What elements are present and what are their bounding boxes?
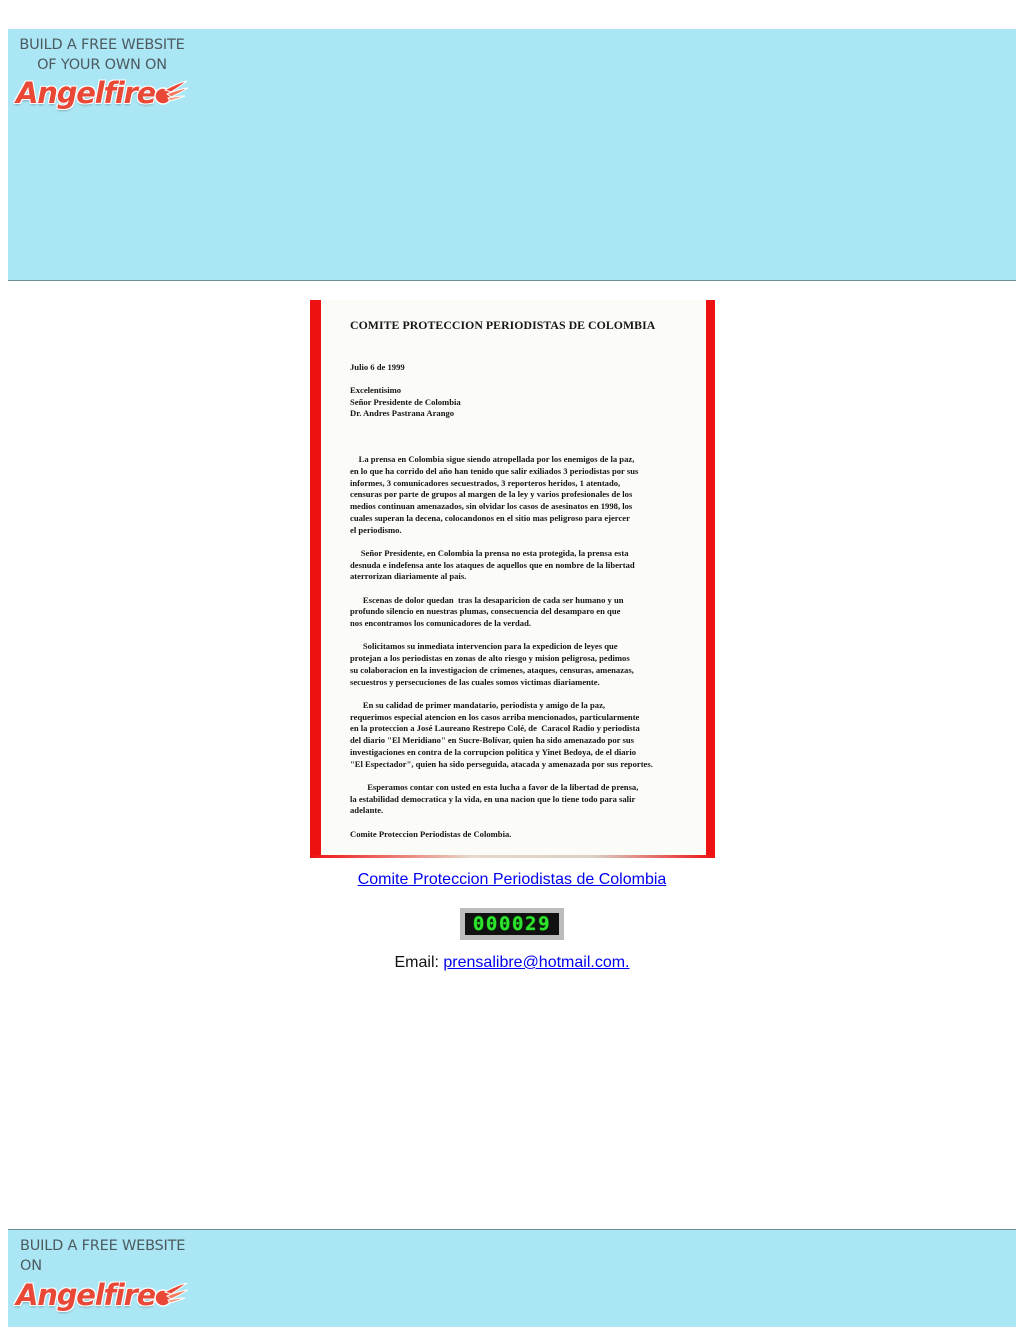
email-row <box>0 954 1024 972</box>
ad-line-1: BUILD A FREE WEBSITE ON <box>20 1238 186 1274</box>
angelfire-ad-link[interactable] <box>16 35 189 110</box>
letter-signature: Comite Proteccion Periodistas de Colombia. <box>350 828 512 839</box>
address-line: Señor Presidente de Colombia <box>350 396 461 407</box>
committee-home-link[interactable]: Comite Proteccion Periodistas de Colombia <box>357 871 667 888</box>
email-link[interactable]: prensalibre@hotmail.com. <box>443 954 630 971</box>
letter-date: Julio 6 de 1999 <box>350 362 405 372</box>
bottom-ad-banner <box>8 1229 1016 1327</box>
letter-paragraph: Esperamos contar con usted en esta lucha a favor de la libertad de prensa, la estabilidad democratica y la vida, en una nacion que lo tiene todo para salir adelante. <box>350 781 639 816</box>
letter-paragraph: En su calidad de primer mandatario, periodista y amigo de la paz, requerimos especial atencion en los casos arriba mencionados, particularmente en la proteccion a José Laureano Restrepo Colé, de Caracol Radio y periodista del diario "El Meridiano" en Sucre-Bolívar, quien ha sido amenazado por sus investigaciones en contra de la corrupcion politica y Yinet Bedoya, de el diario "El Espectador", quien ha sido perseguida, atacada y amenazada por sus reportes. <box>350 699 653 769</box>
fireball-icon <box>153 1279 189 1311</box>
letter-left-border <box>310 300 321 858</box>
letter-paragraph: Solicitamos su inmediata intervencion para la expedicion de leyes que protejan a los periodistas en zonas de alto riesgo y mision peligrosa, pedimos su colaboracion en la investigacion de crimenes, ataques, censuras, amenazas, secuestros y persecuciones de las cuales somos victimas diariamente. <box>350 641 634 687</box>
letter-paragraph: La prensa en Colombia sigue siendo atropellada por los enemigos de la paz, en lo que ha corrido del año han tenido que salir exiliados 3 periodistas por sus informes, 3 comunicadores secuestrados, 3 reporteros heridos, 1 atentado, censuras por parte de grupos al margen de la ley y varios profesionales de los medios continuan amenazados, sin olvidar los casos de asesinatos en 1998, los cuales superan la decena, colocandonos en el sitio mas peligroso para ejercer el periodismo. <box>350 454 639 535</box>
ad-line-2: OF YOUR OWN ON <box>37 57 167 73</box>
address-line: Dr. Andres Pastrana Arango <box>350 408 455 419</box>
angelfire-logo-text: Angelfire <box>16 76 156 110</box>
letter-address <box>350 385 702 420</box>
angelfire-logo <box>16 1278 192 1312</box>
letter-bottom-line <box>310 855 715 858</box>
fireball-icon <box>153 77 189 109</box>
letter-body <box>350 318 702 840</box>
letter-document <box>310 300 715 858</box>
letter-paragraph: Escenas de dolor quedan tras la desaparicion de cada ser humano y un profundo silencio en nuestras plumas, consecuencia del desamparo en que nos encontramos los comunicadores de la verdad. <box>350 594 624 628</box>
top-ad-banner <box>8 29 1016 281</box>
angelfire-logo <box>16 76 189 110</box>
email-label: Email: <box>394 954 439 971</box>
angelfire-ad-link-bottom[interactable] <box>16 1236 192 1312</box>
letter-right-border <box>706 300 715 858</box>
letter-title: COMITE PROTECCION PERIODISTAS DE COLOMBIA <box>350 318 656 332</box>
address-line: Excelentisimo <box>350 384 402 395</box>
ad-line-1: BUILD A FREE WEBSITE <box>19 37 185 53</box>
letter-paragraph: Señor Presidente, en Colombia la prensa no esta protegida, la prensa esta desnuda e indefensa ante los ataques de aquellos que en nombre de la libertad aterrorizan diariamente al país. <box>350 547 635 582</box>
hit-counter-digits: 000029 <box>465 913 559 935</box>
site-link-row <box>0 871 1024 889</box>
angelfire-logo-text: Angelfire <box>16 1278 156 1312</box>
hit-counter <box>460 908 564 940</box>
